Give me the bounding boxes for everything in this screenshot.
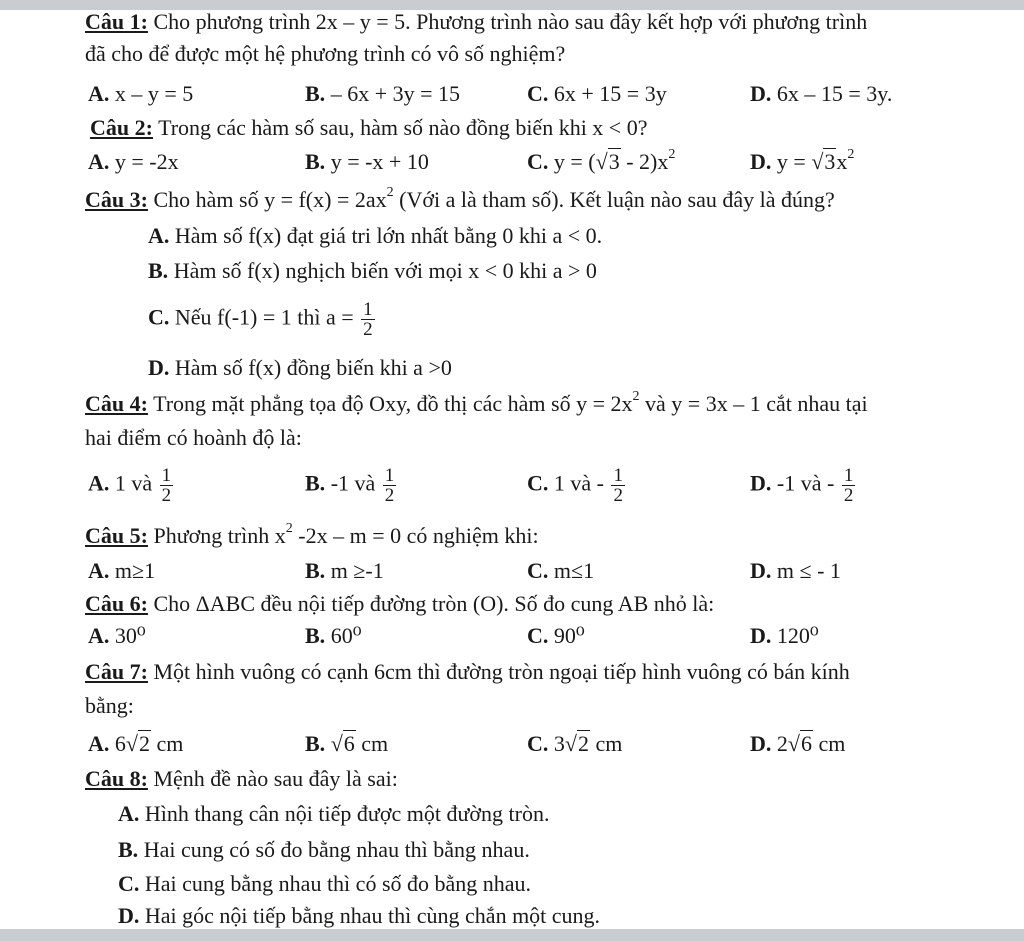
q3-option-d: D. Hàm số f(x) đồng biến khi a >0 [148, 355, 452, 380]
q7-option-c-post: cm [589, 731, 623, 756]
q8-text: Mệnh đề nào sau đây là sai: [153, 766, 398, 791]
q1-option-c: C. 6x + 15 = 3y [527, 81, 667, 106]
option-letter: C. [527, 470, 549, 496]
q7-option-c-radicand: 2 [577, 731, 589, 756]
q1-text-line1: Cho phương trình 2x – y = 5. Phương trình nào sau đây kết hợp với phương trình [153, 9, 868, 34]
q6-text: Cho ΔABC đều nội tiếp đường tròn (O). Số đo cung AB nhỏ là: [153, 591, 715, 616]
q5-option-a: A. m≥1 [88, 558, 156, 583]
option-letter: D. [750, 81, 772, 106]
q6-option-a: A. 30⁰ [88, 623, 146, 648]
q8-option-c: C. Hai cung bằng nhau thì có số đo bằng nhau. [118, 871, 532, 896]
option-letter: B. [305, 470, 326, 496]
q8-label: Câu 8: [85, 766, 148, 791]
option-letter: D. [750, 623, 772, 648]
q4-text-pre: Trong mặt phẳng tọa độ Oxy, đồ thị các hàm số y = 2x [153, 391, 633, 416]
q7-text-line2: bằng: [85, 693, 134, 718]
q1-option-d: D. 6x – 15 = 3y. [750, 81, 893, 106]
fraction-denominator: 2 [613, 485, 623, 506]
q7-stem [85, 658, 850, 686]
q7-option-d-radicand: 6 [800, 731, 812, 756]
option-letter: B. [148, 258, 169, 283]
q1-text-line2: đã cho để được một hệ phương trình có vô số nghiệm? [85, 41, 566, 66]
bottom-bar [0, 929, 1024, 941]
option-letter: C. [148, 304, 170, 330]
option-letter: D. [148, 355, 170, 380]
q3-option-c-pre: C. Nếu f(-1) = 1 thì a = [148, 304, 360, 330]
fraction-numerator: 1 [384, 465, 395, 486]
q3-exponent: 2 [386, 185, 394, 200]
q4-option-b-pre: B. -1 và [305, 470, 381, 496]
q2-option-d-post: x [836, 149, 848, 174]
fraction [842, 466, 856, 505]
q3-option-b: B. Hàm số f(x) nghịch biến với mọi x < 0 khi a > 0 [148, 258, 597, 283]
q2-option-d-exponent: 2 [847, 147, 855, 162]
fraction [611, 466, 625, 505]
q4-exponent: 2 [632, 389, 640, 404]
option-letter: B. [305, 149, 326, 174]
option-letter: C. [527, 81, 549, 106]
q3-stem [85, 186, 835, 214]
q2-label: Câu 2: [90, 115, 153, 140]
q4-label: Câu 4: [85, 391, 148, 416]
q7-option-b-radicand: 6 [343, 731, 355, 756]
q2-option-d-pre: D. y = [750, 149, 812, 174]
option-letter: B. [305, 81, 326, 106]
sqrt-symbol: √3 [811, 149, 836, 174]
q5-exponent: 2 [285, 521, 293, 536]
option-letter: A. [88, 81, 110, 106]
q7-option-d [750, 730, 845, 758]
q7-option-a [88, 730, 183, 758]
option-letter: A. [88, 558, 110, 583]
q3-option-a: A. Hàm số f(x) đạt giá tri lớn nhất bằng 0 khi a < 0. [148, 223, 603, 248]
q4-option-c-pre: C. 1 và - [527, 470, 610, 496]
q4-stem [85, 390, 868, 418]
option-letter: D. [750, 470, 772, 496]
sqrt-symbol: √6 [787, 731, 812, 756]
fraction [383, 466, 397, 505]
option-letter: C. [118, 871, 140, 896]
fraction-numerator: 1 [161, 465, 172, 486]
q7-option-d-post: cm [812, 731, 846, 756]
q8-option-d: D. Hai góc nội tiếp bằng nhau thì cùng chắn một cung. [118, 903, 601, 928]
q4-option-d-pre: D. -1 và - [750, 470, 840, 496]
sqrt-symbol: √2 [564, 731, 589, 756]
fraction [361, 300, 375, 339]
option-letter: C. [527, 149, 549, 174]
q5-option-c: C. m≤1 [527, 558, 595, 583]
fraction-numerator: 1 [843, 465, 854, 486]
fraction-denominator: 2 [161, 485, 172, 506]
q7-option-a-post: cm [150, 731, 184, 756]
q2-option-c-post: - 2)x [620, 149, 669, 174]
q2-option-d-radicand: 3 [824, 149, 836, 174]
fraction-numerator: 1 [363, 299, 373, 320]
sqrt-symbol: √2 [125, 731, 150, 756]
q5-text-pre: Phương trình x [153, 523, 286, 548]
q7-option-d-pre: D. 2 [750, 731, 788, 756]
fraction-denominator: 2 [363, 319, 373, 340]
sqrt-symbol: √3 [595, 149, 620, 174]
option-letter: A. [88, 470, 110, 496]
q4-option-a-pre: A. 1 và [88, 470, 158, 496]
fraction [160, 466, 174, 505]
q4-text-post: và y = 3x – 1 cắt nhau tại [639, 391, 868, 416]
q7-option-c [527, 730, 622, 758]
fraction-denominator: 2 [384, 485, 395, 506]
option-letter: B. [305, 558, 326, 583]
q2-stem [90, 114, 647, 142]
q2-option-c-exponent: 2 [668, 147, 676, 162]
q7-option-c-pre: C. 3 [527, 731, 565, 756]
sqrt-symbol: √6 [330, 731, 355, 756]
q1-option-a: A. x – y = 5 [88, 81, 194, 106]
option-letter: C. [527, 731, 549, 756]
q2-option-a: A. y = -2x [88, 149, 179, 174]
q3-text-post: (Với a là tham số). Kết luận nào sau đây là đúng? [393, 187, 835, 212]
q7-text-line1: Một hình vuông có cạnh 6cm thì đường tròn ngoại tiếp hình vuông có bán kính [153, 659, 850, 684]
q2-option-c [527, 148, 675, 176]
q7-label: Câu 7: [85, 659, 148, 684]
fraction-denominator: 2 [843, 485, 854, 506]
q7-option-b [305, 730, 388, 758]
option-letter: D. [118, 903, 140, 928]
q7-option-a-radicand: 2 [138, 731, 150, 756]
option-letter: D. [750, 149, 772, 174]
q5-option-b: B. m ≥-1 [305, 558, 384, 583]
q2-text: Trong các hàm số sau, hàm số nào đồng biến khi x < 0? [158, 115, 648, 140]
q4-option-c [527, 466, 627, 505]
option-letter: A. [118, 801, 140, 826]
q5-stem [85, 522, 539, 550]
q8-stem [85, 765, 398, 793]
q4-text-line2: hai điểm có hoành độ là: [85, 425, 302, 450]
option-letter: A. [88, 149, 110, 174]
option-letter: D. [750, 731, 772, 756]
q2-option-d [750, 148, 854, 176]
q8-option-a: A. Hình thang cân nội tiếp được một đường tròn. [118, 801, 550, 826]
q3-text-pre: Cho hàm số y = f(x) = 2ax [153, 187, 387, 212]
q2-option-c-pre: C. y = ( [527, 149, 596, 174]
option-letter: B. [305, 623, 326, 648]
q1-option-b: B. – 6x + 3y = 15 [305, 81, 461, 106]
option-letter: A. [88, 731, 110, 756]
q6-option-b: B. 60⁰ [305, 623, 362, 648]
q6-label: Câu 6: [85, 591, 148, 616]
q5-text-post: -2x – m = 0 có nghiệm khi: [292, 523, 539, 548]
q1-stem [85, 8, 867, 36]
fraction-numerator: 1 [613, 465, 623, 486]
q4-option-b [305, 466, 398, 505]
q5-option-d: D. m ≤ - 1 [750, 558, 841, 583]
option-letter: A. [88, 623, 110, 648]
q5-label: Câu 5: [85, 523, 148, 548]
option-letter: D. [750, 558, 772, 583]
q3-option-c [148, 300, 377, 339]
q6-option-c: C. 90⁰ [527, 623, 585, 648]
option-letter: A. [148, 223, 170, 248]
q4-option-a [88, 466, 175, 505]
q6-option-d: D. 120⁰ [750, 623, 819, 648]
q7-option-a-pre: A. 6 [88, 731, 126, 756]
q1-label: Câu 1: [85, 9, 148, 34]
option-letter: C. [527, 558, 549, 583]
q2-option-b: B. y = -x + 10 [305, 149, 429, 174]
q8-option-b: B. Hai cung có số đo bằng nhau thì bằng nhau. [118, 837, 530, 862]
option-letter: C. [527, 623, 549, 648]
q7-option-b-pre [305, 731, 331, 756]
option-letter: B. [305, 731, 326, 756]
q3-label: Câu 3: [85, 187, 148, 212]
q4-option-d [750, 466, 857, 505]
q7-option-b-post: cm [355, 731, 389, 756]
option-letter: B. [118, 837, 139, 862]
q6-stem [85, 590, 714, 618]
q2-option-c-radicand: 3 [608, 149, 620, 174]
